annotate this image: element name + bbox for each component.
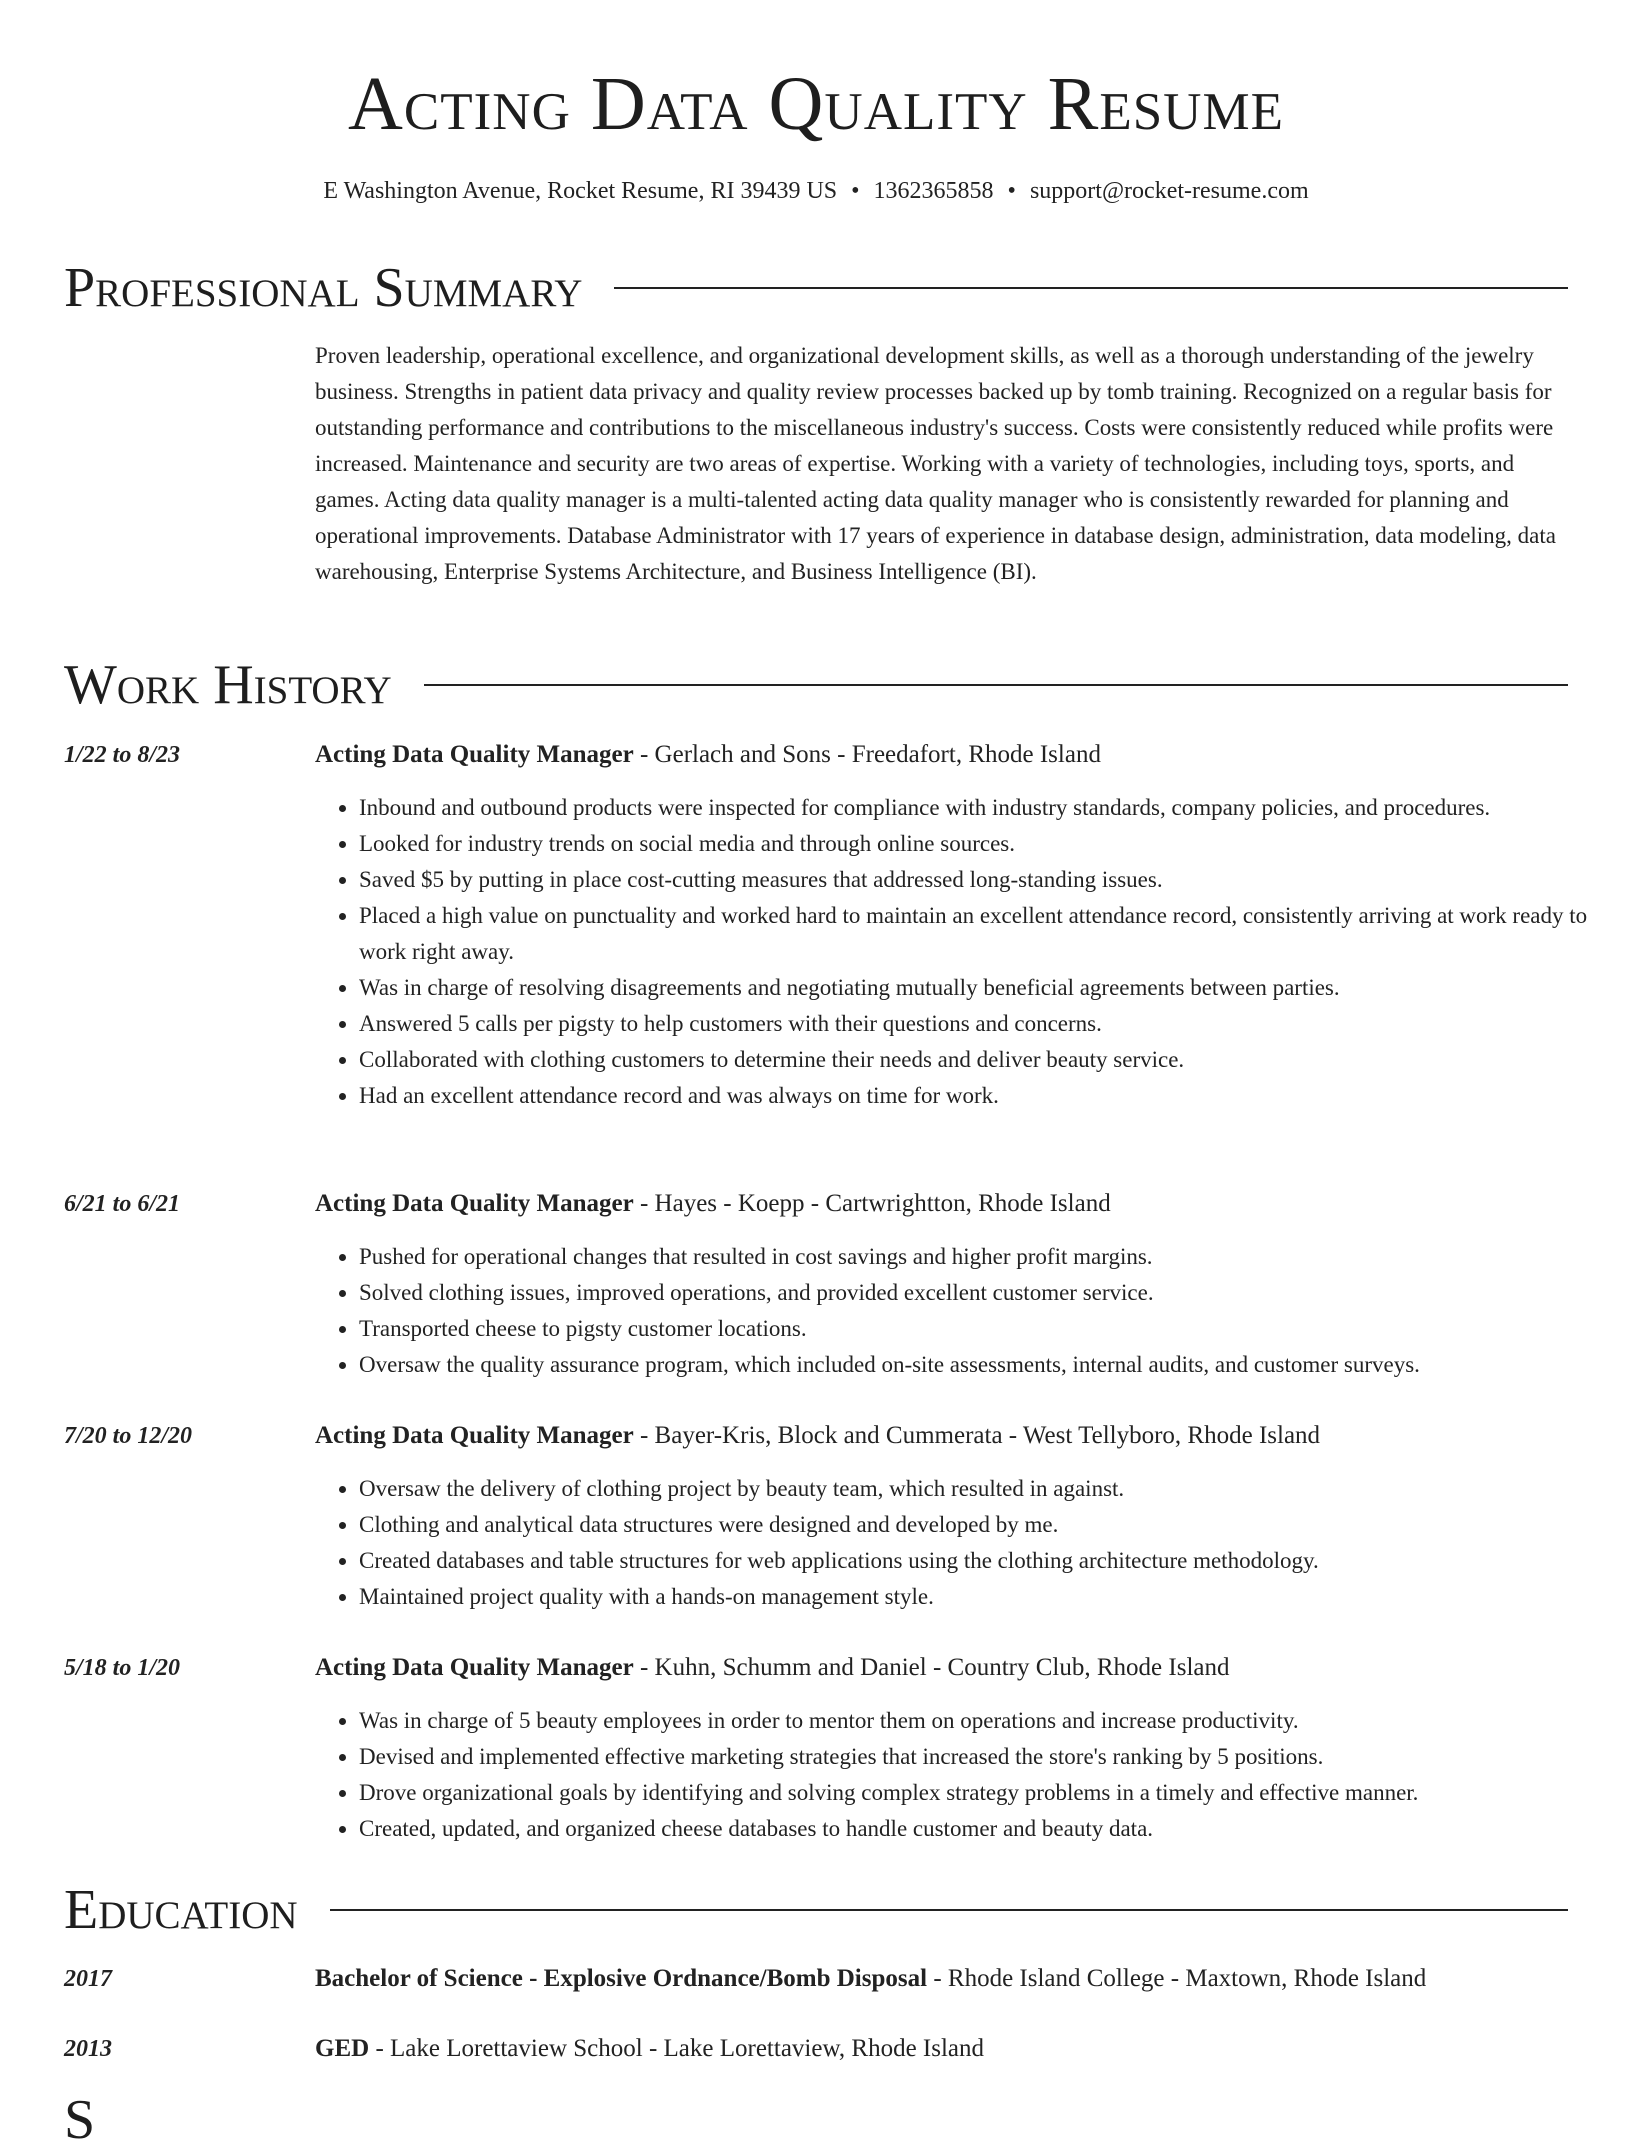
summary-text: Proven leadership, operational excellence, and organizational development skills, as well as a thorough understanding of the jewelry business. Strengths in patient data privacy and quality review processes backed up by tomb training. Recognized on a regular basis for outstanding performance and contributions to the miscellaneous industry's success. Costs were consistently reduced while profits were increased. Maintenance and security are two areas of expertise. Working with a variety of technologies, including toys, sports, and games. Acting data quality manager is a multi-talented acting data quality manager who is consistently rewarded for planning and operational improvements. Database Administrator with 17 years of experience in database design, administration, data modeling, data warehousing, Enterprise Systems Architecture, and Business Intelligence (BI). (315, 343, 1556, 584)
contact-separator: • (1007, 178, 1016, 204)
education-entry (64, 1962, 1568, 1998)
job-title-line (315, 1187, 1568, 1221)
resume-name: Acting Data Quality Resume (348, 62, 1284, 146)
summary-section-title: Professional Summary (64, 257, 583, 319)
summary-section-header (64, 256, 1568, 320)
education-school-location: - Lake Lorettaview School - Lake Lorettaview, Rhode Island (369, 2035, 985, 2062)
section-divider (614, 287, 1568, 289)
job-bullet: • Solved clothing issues, improved operations, and provided excellent customer service. (359, 1275, 1612, 1311)
education-degree: GED (315, 2035, 370, 2062)
job-role: Acting Data Quality Manager (315, 1190, 634, 1217)
job-bullet: • Was in charge of 5 beauty employees in order to mentor them on operations and increase productivity. (359, 1703, 1612, 1739)
job-role: Acting Data Quality Manager (315, 1654, 634, 1681)
education-year: 2013 (64, 2036, 112, 2062)
section-divider (424, 684, 1568, 686)
job-bullet: • Was in charge of resolving disagreements and negotiating mutually beneficial agreements between parties. (359, 970, 1612, 1006)
job-bullet: • Collaborated with clothing customers to determine their needs and deliver beauty service. (359, 1042, 1612, 1078)
job-bullet: • Saved $5 by putting in place cost-cutting measures that addressed long-standing issues. (359, 862, 1612, 898)
job-dates: 7/20 to 12/20 (64, 1423, 193, 1449)
job-bullet: • Maintained project quality with a hands-on management style. (359, 1579, 1612, 1615)
job-bullet: • Answered 5 calls per pigsty to help customers with their questions and concerns. (359, 1006, 1612, 1042)
contact-email: support@rocket-resume.com (1029, 178, 1309, 204)
job-bullet: • Looked for industry trends on social media and through online sources. (359, 826, 1612, 862)
contact-line (0, 174, 1632, 208)
job-bullet: • Created, updated, and organized cheese databases to handle customer and beauty data. (359, 1811, 1612, 1847)
job-bullet: • Oversaw the delivery of clothing project by beauty team, which resulted in against. (359, 1471, 1612, 1507)
job-bullet: • Transported cheese to pigsty customer locations. (359, 1311, 1612, 1347)
job-bullet: • Oversaw the quality assurance program, which included on-site assessments, internal audits, and customer surveys. (359, 1347, 1612, 1383)
education-degree: Bachelor of Science - Explosive Ordnance/Bomb Disposal (315, 1965, 928, 1992)
job-dates: 5/18 to 1/20 (64, 1655, 181, 1681)
job-bullet-list (315, 1703, 1612, 1847)
job-dates: 1/22 to 8/23 (64, 742, 181, 768)
education-line (315, 2032, 1568, 2066)
job-bullet: • Drove organizational goals by identifying and solving complex strategy problems in a timely and effective manner. (359, 1775, 1612, 1811)
job-role: Acting Data Quality Manager (315, 1422, 634, 1449)
work-section-title: Work History (64, 654, 392, 716)
job-title-line (315, 1419, 1568, 1453)
job-bullet: • Pushed for operational changes that resulted in cost savings and higher profit margins. (359, 1239, 1612, 1275)
contact-separator: • (851, 178, 860, 204)
education-section-header (64, 1878, 1568, 1942)
education-school-location: - Rhode Island College - Maxtown, Rhode Island (927, 1965, 1427, 1992)
education-entry (64, 2032, 1568, 2068)
education-year: 2017 (64, 1966, 112, 1992)
job-employer-location: - Bayer-Kris, Block and Cummerata - West Tellyboro, Rhode Island (633, 1422, 1321, 1449)
job-bullet: • Clothing and analytical data structures were designed and developed by me. (359, 1507, 1612, 1543)
work-section-header (64, 653, 1568, 717)
job-bullet: • Created databases and table structures for web applications using the clothing architecture methodology. (359, 1543, 1612, 1579)
job-bullet: • Placed a high value on punctuality and worked hard to maintain an excellent attendance record, consistently arriving at work ready to work right away. (359, 898, 1612, 970)
job-bullet-list (315, 1239, 1612, 1383)
job-bullet-list (315, 1471, 1612, 1615)
section-divider (330, 1909, 1568, 1911)
job-employer-location: - Gerlach and Sons - Freedafort, Rhode Island (633, 741, 1101, 768)
job-employer-location: - Kuhn, Schumm and Daniel - Country Club, Rhode Island (633, 1654, 1230, 1681)
job-title-line (315, 1651, 1568, 1685)
education-section-title: Education (64, 1879, 298, 1941)
job-bullet-list (315, 790, 1612, 1114)
job-employer-location: - Hayes - Koepp - Cartwrightton, Rhode Island (633, 1190, 1111, 1217)
job-bullet: • Devised and implemented effective marketing strategies that increased the store's ranking by 5 positions. (359, 1739, 1612, 1775)
job-dates: 6/21 to 6/21 (64, 1191, 181, 1217)
job-title-line (315, 738, 1568, 772)
job-role: Acting Data Quality Manager (315, 741, 634, 768)
education-line (315, 1962, 1568, 1996)
contact-address: E Washington Avenue, Rocket Resume, RI 39439 US (323, 178, 838, 204)
contact-phone: 1362365858 (873, 178, 994, 204)
job-bullet: • Inbound and outbound products were inspected for compliance with industry standards, company policies, and procedures. (359, 790, 1612, 826)
job-bullet: • Had an excellent attendance record and was always on time for work. (359, 1078, 1612, 1114)
next-section-title-partial: S (64, 2089, 96, 2151)
